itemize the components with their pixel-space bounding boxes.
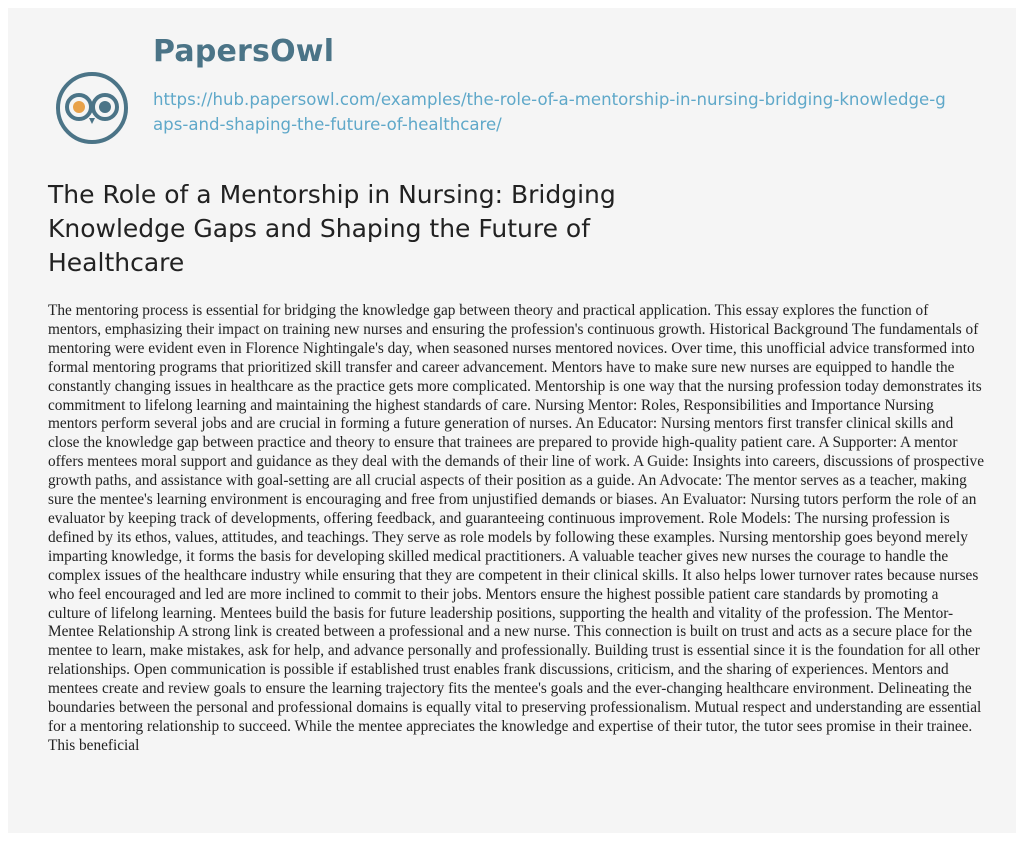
owl-face-icon [54, 70, 130, 146]
source-url-link[interactable]: https://hub.papersowl.com/examples/the-role-of-a-mentorship-in-nursing-bridging-knowledge-gaps-and-shaping-the-future-of-healthcare/ [153, 90, 946, 134]
brand-name: PapersOwl [153, 34, 335, 69]
site-header [8, 8, 1016, 173]
essay-body: The mentoring process is essential for bridging the knowledge gap between theory and practical application. This essay explores the function of mentors, emphasizing their impact on training new nurses and ensuring the profession's continuous growth. Historical Background The fundamentals of mentoring were evident even in Florence Nightingale's day, when seasoned nurses mentored novices. Over time, this unofficial advice transformed into formal mentoring programs that prioritized skill transfer and career advancement. Mentors have to make sure new nurses are equipped to handle the constantly changing issues in healthcare as the practice gets more complicated. Mentorship is one way that the nursing profession today demonstrates its commitment to lifelong learning and maintaining the highest standards of care. Nursing Mentor: Roles, Responsibilities and Importance Nursing mentors perform several jobs and are crucial in forming a future generation of nurses. An Educator: Nursing mentors first transfer clinical skills and close the knowledge gap between practice and theory to ensure that trainees are prepared to provide high-quality patient care. A Supporter: A mentor offers mentees moral support and guidance as they deal with the demands of their line of work. A Guide: Insights into careers, discussions of prospective growth paths, and assistance with goal-setting are all crucial aspects of their position as a guide. An Advocate: The mentor serves as a teacher, making sure the mentee's learning environment is encouraging and free from unjustified demands or biases. An Evaluator: Nursing tutors perform the role of an evaluator by keeping track of developments, offering feedback, and guaranteeing continuous improvement. Role Models: The nursing profession is defined by its ethos, values, attitudes, and teachings. They serve as role models by following these examples. Nursing mentorship goes beyond merely imparting knowledge, it forms the basis for developing skilled medical practitioners. A valuable teacher gives new nurses the courage to handle the complex issues of the healthcare industry while ensuring that they are competent in their clinical skills. It also helps lower turnover rates because nurses who feel encouraged and led are more inclined to commit to their jobs. Mentors ensure the highest possible patient care standards by promoting a culture of lifelong learning. Mentees build the basis for future leadership positions, supporting the health and vitality of the profession. The Mentor-Mentee Relationship A strong link is created between a professional and a new nurse. This connection is built on trust and acts as a secure place for the mentee to learn, make mistakes, ask for help, and advance personally and professionally. Building trust is essential since it is the foundation for all other relationships. Open communication is possible if established trust enables frank discussions, criticism, and the sharing of experiences. Mentors and mentees create and review goals to ensure the learning trajectory fits the mentee's goals and the ever-changing healthcare environment. Delineating the boundaries between the personal and professional domains is equally vital to preserving professionalism. Mutual respect and understanding are essential for a mentoring relationship to succeed. While the mentee appreciates the knowledge and expertise of their tutor, the tutor sees promise in their trainee. This beneficial [48, 302, 985, 754]
document-page [8, 8, 1016, 833]
essay-title: The Role of a Mentorship in Nursing: Bridging Knowledge Gaps and Shaping the Future of Healthcare [48, 180, 616, 277]
